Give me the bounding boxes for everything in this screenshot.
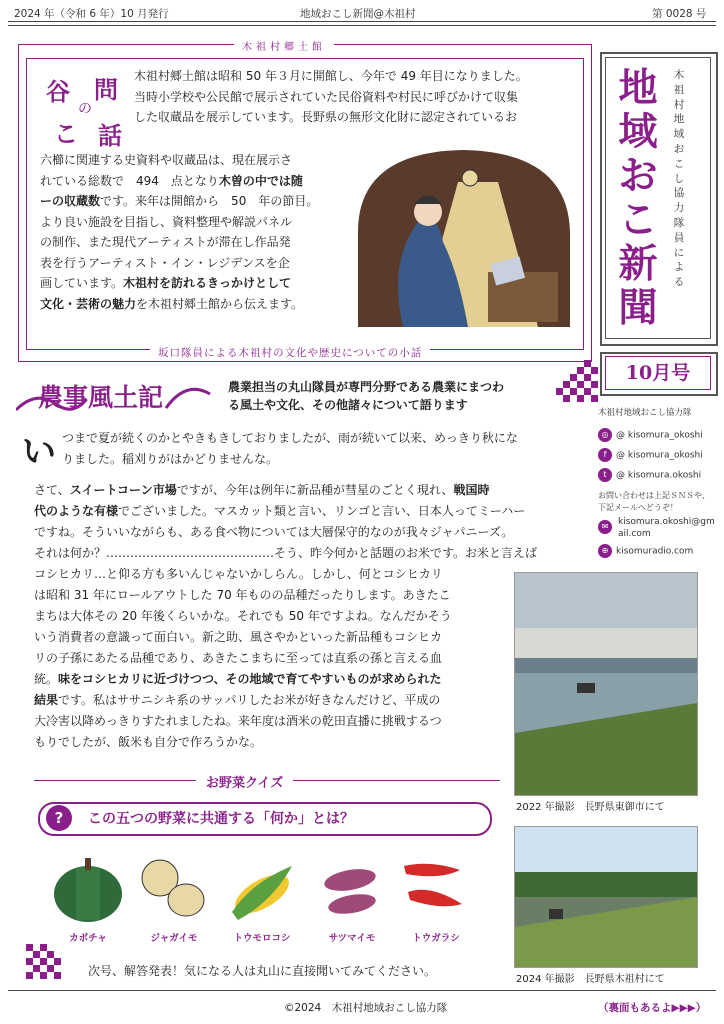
website-link[interactable]: ⊕ kisomuradio.com bbox=[598, 544, 693, 558]
museum-heading bbox=[42, 70, 128, 150]
pumpkin-icon bbox=[48, 854, 128, 926]
potato-icon bbox=[136, 852, 212, 924]
veg-label-potato: ジャガイモ bbox=[150, 933, 198, 944]
museum-line: 表を行うアーティスト・イン・レジデンスを企 bbox=[40, 255, 290, 270]
issue-date: 2024 年（令和 6 年）10 月発行 bbox=[14, 8, 169, 20]
issue-number: 第 0028 号 bbox=[652, 8, 707, 20]
heading-char-2: 問 bbox=[94, 76, 118, 104]
header-rule bbox=[8, 21, 716, 22]
contact-note: お問い合わせは上記ＳＮＳや、下記メールへどうぞ！ bbox=[598, 491, 710, 512]
museum-line: 六櫛に関連する史資料や収蔵品は、現在展示さ bbox=[40, 153, 293, 167]
museum-line: より良い施設を目指し、資料整理や解説パネル bbox=[40, 214, 293, 229]
farm-line-2: りました。稲刈りがはかどりませんな。 bbox=[62, 452, 279, 466]
farm-lead: 農業担当の丸山隊員が専門分野である農業にまつわ る風土や文化、その他諸々について語ります bbox=[228, 380, 505, 412]
email-link[interactable]: ✉ kisomura.okoshi@gmail.com bbox=[598, 516, 716, 540]
chili-pepper-icon bbox=[400, 856, 472, 922]
museum-line: 木祖村郷土館は昭和 50 年３月に開館し、今年で 49 年目になりました。 bbox=[134, 69, 528, 83]
photo-caption-2024: 2024 年撮影 長野県木祖村にて bbox=[516, 974, 665, 985]
veg-label-corn: トウモロコシ bbox=[233, 933, 291, 944]
heading-char-3: の bbox=[78, 101, 92, 117]
heading-char-5: 話 bbox=[98, 122, 122, 150]
question-icon: ? bbox=[46, 805, 72, 831]
farm-dropcap: い bbox=[22, 432, 56, 472]
museum-line: 文化・芸術の魅力を木祖村郷土館から伝えます。 bbox=[40, 296, 304, 311]
quiz-question: この五つの野菜に共通する「何か」とは？ bbox=[88, 811, 354, 827]
veg-label-sweet-potato: サツマイモ bbox=[328, 933, 376, 944]
instagram-icon: ◎ bbox=[598, 428, 612, 442]
farm-paragraph-2: コシヒカリ…と仰る方も多いんじゃないかしらん。しかし、何とコシヒカリ は昭和 31 年にロールアウトした 70 年ものの品種だったりします。あきたこ まちは大体その 20 年後くらいかな。それでも 50 年ですよね。なんだかそう いう消費者の意識って面白い。新之助、風さやかといった新品種もコシヒカ リの子孫にあたる品種であり、あきたこまちに至っては直系の孫と言える血 統。味をコシヒカリに近づけつつ、その地域で育てやすいものが求められた 結果です。私はササニシキ系のサッパリしたお米が好きなんだけど、平成の 大冷害以降めっきりすたれましたね。来年度は酒米の乾田直播に挑戦するつ もりでしたが、飯米も自分で作ろうかな。 bbox=[34, 567, 452, 749]
org-name: 木祖村地域おこし協力隊 bbox=[598, 408, 692, 418]
mail-icon: ✉ bbox=[598, 520, 612, 534]
header-rule-2 bbox=[8, 25, 716, 26]
checker-decoration-bottom bbox=[26, 944, 66, 984]
veg-label-pumpkin: カボチャ bbox=[69, 933, 107, 944]
twitter-link[interactable]: t @ kisomura.okoshi bbox=[598, 468, 701, 482]
museum-illustration bbox=[348, 142, 578, 332]
museum-line: の制作、また現代アーティストが滞在し作品発 bbox=[40, 235, 291, 249]
farm-line-1: つまで夏が続くのかとやきもきしておりましたが、雨が続いて以来、めっきり秋にな bbox=[62, 431, 518, 445]
museum-line: 画しています。木祖村を訪れるきっかけとして bbox=[40, 276, 292, 290]
quiz-title: お野菜クイズ bbox=[196, 772, 293, 791]
quiz-footer: 次号、解答発表！気になる人は丸山に直接聞いてみてください。 bbox=[88, 964, 437, 978]
museum-bottom-band: 坂口隊員による木祖村の文化や歴史についての小話 bbox=[150, 345, 430, 360]
paper-name: 地域おこし新聞@木祖村 bbox=[300, 8, 416, 20]
photo-2022 bbox=[514, 572, 698, 796]
checker-decoration bbox=[556, 360, 598, 402]
museum-text-left bbox=[40, 150, 340, 314]
sweet-potato-icon bbox=[312, 856, 390, 922]
farm-paragraph: さて、スイートコーン市場ですが、今年は例年に新品種が彗星のごとく現れ、戦国時 代のような有様でございました。マスカット類と言い、リンゴと言い、日本人ってミーハー ですね。そういいながらも、ある食べ物については大層保守的なのが我々ジャパニーズ。 それは何か？……………………………………そう、昨今何かと話題のお米です。お米と言えば bbox=[34, 483, 538, 560]
instagram-link[interactable]: ◎ @ kisomura_okoshi bbox=[598, 428, 703, 442]
copyright: ©2024 木祖村地域おこし協力隊 bbox=[284, 1002, 448, 1014]
veg-label-chili: トウガラシ bbox=[412, 933, 460, 944]
photo-caption-2022: 2022 年撮影 長野県東御市にて bbox=[516, 802, 665, 813]
museum-line: 当時小学校や公民館で展示されていた民俗資料や村民に呼びかけて収集 bbox=[134, 89, 519, 104]
facebook-link[interactable]: f @ kisomura_okoshi bbox=[598, 448, 703, 462]
museum-bold: 木曽の中では随 bbox=[218, 173, 303, 188]
heading-char-1: 谷 bbox=[46, 78, 70, 106]
paper-subtitle: 木祖村地域おこし協力隊員による bbox=[673, 69, 685, 289]
photo-2024 bbox=[514, 826, 698, 968]
twitter-icon: t bbox=[598, 468, 612, 482]
facebook-icon: f bbox=[598, 448, 612, 462]
back-page-link[interactable]: （裏面もあるよ▶▶▶） bbox=[598, 1002, 707, 1014]
corn-icon bbox=[222, 852, 304, 924]
footer-rule bbox=[8, 990, 716, 991]
heading-char-4: こ bbox=[54, 120, 78, 148]
museum-line: した収蔵品を展示しています。長野県の無形文化財に認定されているお bbox=[134, 110, 518, 124]
museum-line: ーの収蔵数です。来年は開館から 50 年の節目。 bbox=[40, 194, 319, 208]
globe-icon: ⊕ bbox=[598, 544, 612, 558]
month-label: 10月号 bbox=[605, 356, 711, 390]
museum-band-title: 木祖村郷土館 bbox=[234, 38, 334, 53]
paper-title: 地域おこ新聞 bbox=[618, 65, 658, 331]
museum-text-top bbox=[134, 66, 582, 128]
museum-line: れている総数で 494 点となり木曽の中では随 bbox=[40, 173, 303, 188]
farm-logo: 農事風土記 bbox=[38, 383, 164, 412]
